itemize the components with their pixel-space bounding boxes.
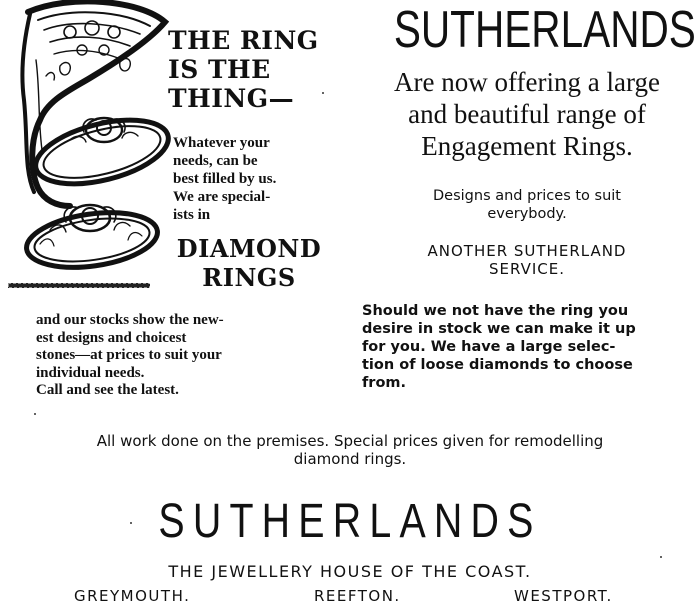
feature-heading xyxy=(164,234,334,292)
print-speck xyxy=(130,522,132,524)
offer-line: Are now offering a large xyxy=(394,67,660,97)
rings-illustration-icon xyxy=(0,0,175,292)
right-body-line: tion of loose diamonds to choose xyxy=(362,357,633,373)
right-body-line: Should we not have the ring you xyxy=(362,303,629,319)
service-heading xyxy=(372,242,682,278)
left-body-line: and our stocks show the new- xyxy=(36,312,224,328)
headline xyxy=(168,26,338,113)
feature-line: RINGS xyxy=(202,263,296,292)
workshop-notice xyxy=(0,432,700,468)
left-body-line: Call and see the latest. xyxy=(36,382,179,398)
right-body-line: desire in stock we can make it up xyxy=(362,321,636,337)
intro-line: best filled by us. xyxy=(173,171,277,187)
left-body-text xyxy=(36,312,316,400)
headline-line: IS THE xyxy=(168,55,271,84)
service-line: ANOTHER SUTHERLAND xyxy=(427,242,627,260)
footer-brand-title: SUTHERLANDS xyxy=(158,495,542,548)
brand-title: SUTHERLANDS xyxy=(393,1,696,59)
left-body-line: est designs and choicest xyxy=(36,329,187,346)
intro-line: ists in xyxy=(173,207,211,223)
headline-line: THING— xyxy=(168,84,295,113)
intro-line: We are special- xyxy=(173,189,271,205)
designs-line: everybody. xyxy=(487,206,567,222)
print-speck xyxy=(34,413,36,415)
town-reefton: REEFTON. xyxy=(314,587,401,605)
workshop-line: diamond rings. xyxy=(293,450,407,468)
town-greymouth: GREYMOUTH. xyxy=(74,587,191,605)
designs-line: Designs and prices to suit xyxy=(433,188,621,204)
tagline: THE JEWELLERY HOUSE OF THE COAST. xyxy=(168,562,532,581)
offer-line: and beautiful range of xyxy=(408,99,646,129)
offer-line: Engagement Rings. xyxy=(421,131,633,161)
intro-line: Whatever your xyxy=(173,135,270,151)
town-westport: WESTPORT. xyxy=(514,587,613,605)
offer-text xyxy=(354,66,700,162)
right-body-line: for you. We have a large selec- xyxy=(362,339,616,355)
service-line: SERVICE. xyxy=(488,260,565,278)
left-body-line: stones—at prices to suit your xyxy=(36,347,222,363)
intro-line: needs, can be xyxy=(173,153,258,169)
print-speck xyxy=(322,92,324,94)
intro-text xyxy=(173,134,327,224)
right-body-line: from. xyxy=(362,375,407,391)
print-speck xyxy=(660,556,662,558)
headline-line: THE RING xyxy=(168,26,319,55)
feature-line: DIAMOND xyxy=(176,234,322,263)
workshop-line: All work done on the premises. Special prices given for remodelling xyxy=(96,432,604,450)
right-body-text xyxy=(362,302,700,392)
left-body-line: individual needs. xyxy=(36,364,145,381)
designs-text xyxy=(372,187,682,223)
